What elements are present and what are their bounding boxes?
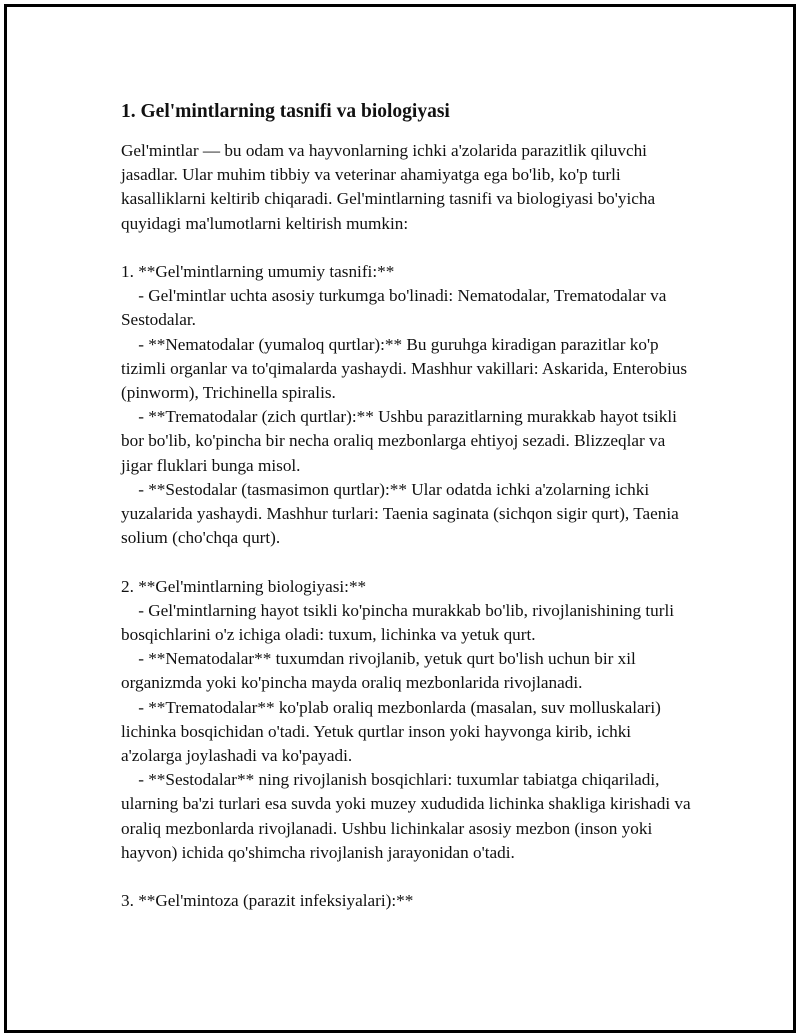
section-helminthiasis [121,889,691,913]
list-item: - **Sestodalar** ning rivojlanish bosqichlari: tuxumlar tabiatga chiqariladi, ularning ba'zi turlari esa suvda yoki muzey xududida lichinka shakliga kirishadi va oraliq mezbonlarda rivojlanadi. Ushbu lichinkalar asosiy mezbon (inson yoki hayvon) ichida qo'shimcha rivojlanish jarayonidan o'tadi. [121,770,695,862]
document-body [121,99,695,913]
list-item: - Gel'mintlar uchta asosiy turkumga bo'linadi: Nematodalar, Trematodalar va Sestodalar. [121,286,671,330]
page-frame [4,4,796,1033]
spacer [121,550,691,574]
list-item: - **Sestodalar (tasmasimon qurtlar):** Ular odatda ichki a'zolarning ichki yuzalarida yashaydi. Mashhur turlari: Taenia saginata (sichqon sigir qurt), Taenia solium (cho'chqa qurt). [121,479,684,548]
spacer [121,865,691,889]
section-classification [121,260,691,550]
spacer [121,236,691,260]
list-item: - **Trematodalar (zich qurtlar):** Ushbu parazitlarning murakkab hayot tsikli bor bo'lib, ko'pincha bir necha oraliq mezbonlarga ehtiyoj sezadi. Blizzeqlar va jigar fluklari bunga misol. [121,407,682,475]
intro-paragraph: Gel'mintlar — bu odam va hayvonlarning ichki a'zolarida parazitlik qiluvchi jasadlar. Ular muhim tibbiy va veterinar ahamiyatga ega bo'lib, ko'p turli kasalliklarni keltirib chiqaradi. Gel'mintlarning tasnifi va biologiyasi bo'yicha quyidagi ma'lumotlarni keltirish mumkin: [121,141,656,233]
page-title: 1. Gel'mintlarning tasnifi va biologiyasi [121,101,450,122]
list-item: - **Nematodalar** tuxumdan rivojlanib, yetuk qurt bo'lish uchun bir xil organizmda yoki ko'pincha mayda oraliq mezbonlarida rivojlanadi. [121,649,641,693]
section-biology [121,575,695,865]
list-item: - **Trematodalar** ko'plab oraliq mezbonlarda (masalan, suv molluskalari) lichinka bosqichidan o'tadi. Yetuk qurtlar inson yoki hayvonga kirib, ichki a'zolarga joylashadi va ko'payadi. [121,697,666,766]
list-item: - Gel'mintlarning hayot tsikli ko'pincha murakkab bo'lib, rivojlanishining turli bosqichlarini o'z ichiga oladi: tuxum, lichinka va yetuk qurt. [121,600,679,645]
section-heading: 1. **Gel'mintlarning umumiy tasnifi:** [121,262,395,281]
list-item: - **Nematodalar (yumaloq qurtlar):** Bu guruhga kiradigan parazitlar ko'p tizimli organlar va to'qimalarda yashaydi. Mashhur vakillari: Askarida, Enterobius (pinworm), Trichinella spiralis. [121,334,692,403]
section-heading: 2. **Gel'mintlarning biologiyasi:** [121,576,367,596]
section-heading: 3. **Gel'mintoza (parazit infeksiyalari):** [121,891,414,911]
